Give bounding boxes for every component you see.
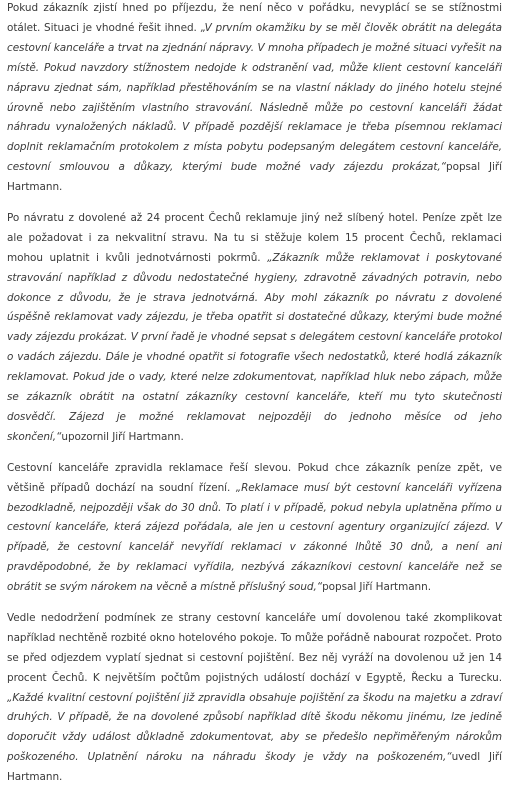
expert-quote: „Zákazník může reklamovat i poskytované stravování například z důvodu nedostatečné hygieny, zdravotně závadných potravin, nebo dokonce z důvodu, že je strava jednotvárná. Aby mohl zákazník po návratu z dovolené úspěšně reklamovat vady zájezdu, je třeba opatřit si dostatečné důkazy, kterými bude možné vady zájezdu prokázat. V první řadě je vhodné sepsat s delegátem cestovní kanceláře protokol o vadách zájezdu. Dále je vhodné opatřit si fotografie všech nedostatků, které hodlá zákazník reklamovat. Pokud jde o vady, které nelze zdokumentovat, například hluk nebo zápach, může se zákazník obrátit na ostatní zákazníky cestovní kanceláře, kteří mu tyto skutečnosti dosvědčí. Zájezd je možné reklamovat nejpozději do jednoho měsíce od jeho skončení,“ — [7, 251, 503, 443]
article-paragraph — [7, 609, 502, 788]
quote-attribution: uvedl Jiří Hartmann. — [7, 751, 502, 784]
paragraph-text: Vedle nedodržení podmínek ze strany cestovní kanceláře umí dovolenou také zkomplikovat například nechtěně rozbité okno hotelového pokoje. To může pořádně nabourat rozpočet. Proto se před odjezdem vyplatí sjednat si cestovní pojištění. Bez něj vyráží na dovolenou už jen 14 procent Čechů. K největším počtům pojistných událostí dochází v Egyptě, Řecku a Turecku. — [7, 611, 502, 684]
paragraph-text: Cestovní kanceláře zpravidla reklamace řeší slevou. Pokud chce zákazník peníze zpět, ve většině případů dochází na soudní řízení. — [7, 461, 502, 494]
quote-attribution: popsal Jiří Hartmann. — [7, 161, 502, 194]
article-paragraph — [7, 0, 502, 198]
expert-quote: „Reklamace musí být cestovní kanceláři vyřízena bezodkladně, nejpozději však do 30 dnů. To platí i v případě, pokud nebyla uplatněna přímo u cestovní kanceláře, která zájezd pořádala, ale jen u cestovní agentury organizující zájezd. V případě, že cestovní kancelář nevyřídí reklamaci v zákonné lhůtě 30 dnů, a není ani pravděpodobné, že by reklamaci vyřídila, nezbývá zákazníkovi cestovní kanceláře než se obrátit se svým nárokem na věcně a místně příslušný soud,“ — [7, 481, 502, 594]
paragraph-text: Po návratu z dovolené až 24 procent Čechů reklamuje jiný než slíbený hotel. Peníze zpět lze ale požadovat i za nekvalitní stravu. Na tu si stěžuje kolem 15 procent Čechů, reklamaci mohou uplatnit i kvůli jednotvárnosti pokrmů. — [7, 211, 502, 264]
article-paragraph — [7, 459, 502, 598]
quote-attribution: upozornil Jiří Hartmann. — [61, 430, 184, 443]
expert-quote: „Každé kvalitní cestovní pojištění již zpravidla obsahuje pojištění za škodu na majetku a zdraví druhých. V případě, že na dovolené způsobí například dítě škodu někomu jinému, lze jedině doporučit vždy událost důkladně zdokumentovat, aby se předešlo nepřiměřeným nárokům poškozeného. Uplatnění nároku na náhradu škody je vždy na poškozeném,“ — [7, 691, 502, 764]
paragraph-text: Pokud zákazník zjistí hned po příjezdu, že není něco v pořádku, nevyplácí se se stížnostmi otálet. Situaci je vhodné řešit ihned. — [7, 2, 502, 34]
quote-attribution: popsal Jiří Hartmann. — [322, 581, 431, 594]
article-paragraph — [7, 209, 502, 448]
expert-quote: „V prvním okamžiku by se měl člověk obrátit na delegáta cestovní kanceláře a trvat na zjednání nápravy. V mnoha případech je možné situaci vyřešit na místě. Pokud navzdory stížnostem nedojde k odstranění vad, může klient cestovní kanceláři nápravu zjednat sám, například přestěhováním se na vlastní náklady do jiného hotelu stejné úrovně nebo zajištěním vlastního stravování. Následně může po cestovní kanceláři žádat náhradu vynaložených nákladů. V případě pozdější reklamace je třeba písemnou reklamaci doplnit reklamačním protokolem z místa pobytu podepsaným delegátem cestovní kanceláře, cestovní smlouvou a důkazy, kterými bude možné vady zájezdu prokázat,“ — [7, 21, 502, 174]
